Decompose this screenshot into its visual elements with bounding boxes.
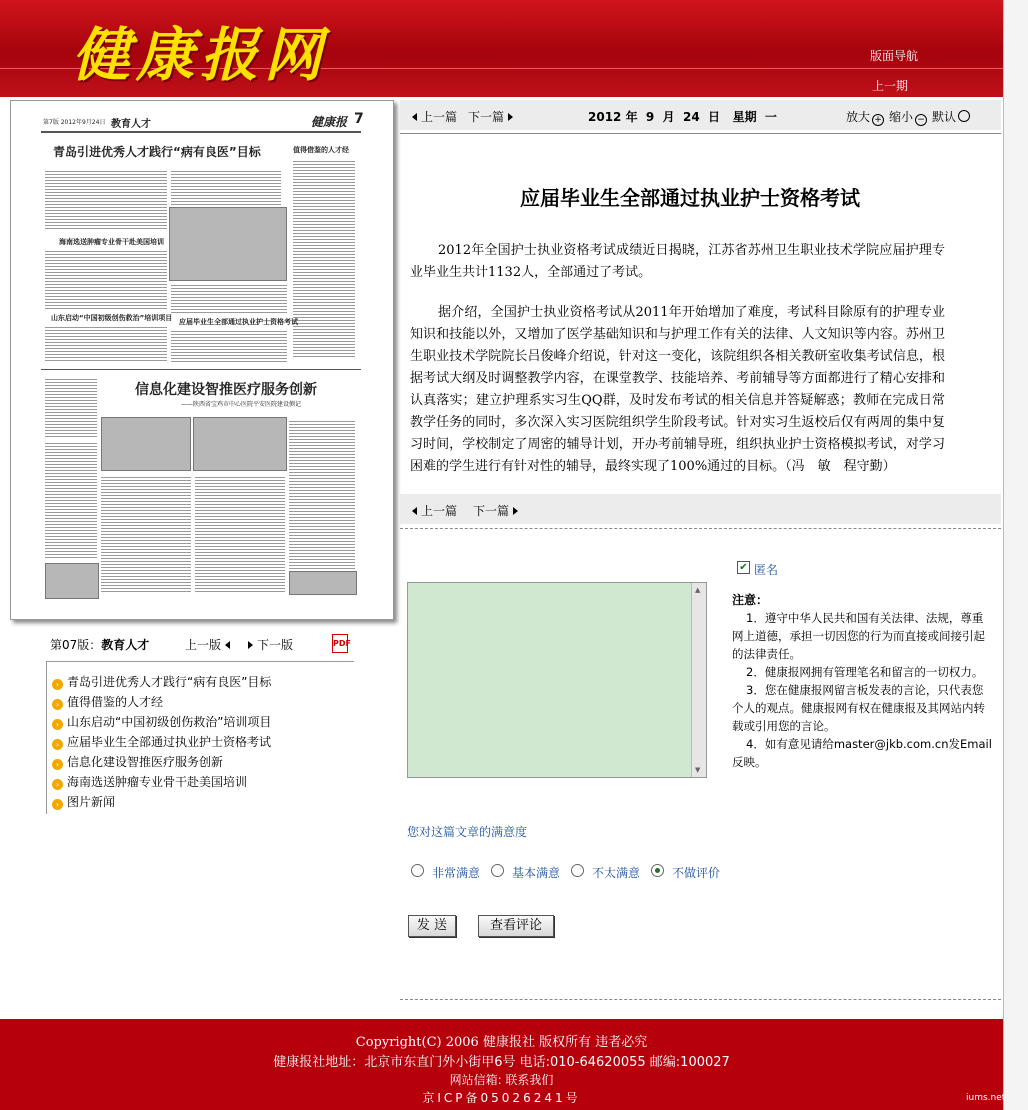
paper-photo <box>169 207 287 281</box>
paper-text-block <box>293 159 355 359</box>
window-scrollbar[interactable] <box>1003 0 1028 1110</box>
radio-label: 非常满意 <box>432 866 481 880</box>
article-link-label: 山东启动“中国初级创伤救治”培训项目 <box>67 715 272 729</box>
triangle-right-icon <box>513 507 518 515</box>
footer-copyright: Copyright(C) 2006 健康报社 版权所有 违者必究 <box>355 1035 648 1050</box>
previous-article-label: 上一篇 <box>421 110 458 124</box>
triangle-left-icon <box>225 641 230 649</box>
previous-article-link[interactable] <box>412 108 457 125</box>
anonymous-label: 匿名 <box>754 563 779 577</box>
triangle-right-icon <box>508 113 513 121</box>
paper-subhead-3: 应届毕业生全部通过执业护士资格考试 <box>179 318 298 326</box>
article-list-item[interactable] <box>52 693 163 710</box>
newspaper-page-image[interactable] <box>10 100 394 620</box>
paper-rule <box>41 131 361 133</box>
next-page-label: 下一版 <box>257 638 294 652</box>
page-info <box>50 636 149 653</box>
article-link-label: 图片新闻 <box>67 795 116 809</box>
send-button[interactable]: 发 送 <box>408 915 456 937</box>
paper-headline-2: 信息化建设智推医疗服务创新 <box>135 382 317 398</box>
comment-textarea[interactable] <box>407 582 707 778</box>
article-paragraph: 2012年全国护士执业资格考试成绩近日揭晓，江苏省苏州卫生职业技术学院应届护理专业毕业生共计1132人，全部通过了考试。 <box>410 243 945 280</box>
site-logo[interactable]: 健康报网 <box>72 21 329 89</box>
notice-item: 4．如有意见请给master@jkb.com.cn发Email反映。 <box>732 737 992 769</box>
triangle-right-icon <box>248 641 253 649</box>
paper-text-block <box>171 169 281 205</box>
article-list-item[interactable] <box>52 733 271 750</box>
paper-text-block <box>195 475 285 593</box>
anonymous-checkbox[interactable]: ✔ <box>737 561 750 574</box>
paper-headline-1: 青岛引进优秀人才践行“病有良医”目标 <box>53 145 261 159</box>
view-comments-button[interactable]: 查看评论 <box>478 915 554 937</box>
footer-icp: 京ICP备05026241号 <box>422 1091 581 1105</box>
paper-subhead-2: 山东启动“中国初级创伤救治”培训项目 <box>51 314 173 322</box>
arrow-bullet-icon: › <box>52 759 63 770</box>
paper-text-block <box>101 475 191 593</box>
textarea-scrollbar[interactable] <box>691 583 706 777</box>
paper-advert <box>289 571 357 595</box>
paper-text-block <box>171 329 287 363</box>
toolbar-divider <box>400 133 1001 134</box>
notice-item: 1．遵守中华人民共和国有关法律、法规，尊重网上道德，承担一切因您的行为而直接或间接引起的法律责任。 <box>732 611 985 661</box>
zoom-default-button[interactable] <box>932 108 972 125</box>
radio-label: 不太满意 <box>592 866 641 880</box>
article-link-label: 值得借鉴的人才经 <box>67 695 164 709</box>
article-list-item[interactable] <box>52 753 223 770</box>
paper-section: 教育人才 <box>111 119 151 130</box>
paper-text-block <box>45 441 97 559</box>
paper-masthead: 健康报 <box>311 115 348 129</box>
paper-page-number: 7 <box>354 111 364 127</box>
plus-icon: + <box>872 114 884 126</box>
scroll-up-icon[interactable]: ▲ <box>695 586 701 594</box>
triangle-left-icon <box>412 507 417 515</box>
previous-page-link[interactable] <box>185 636 234 653</box>
arrow-bullet-icon: › <box>52 699 63 710</box>
notice-item: 2．健康报网拥有管理笔名和留言的一切权力。 <box>746 665 984 679</box>
article-link-label: 青岛引进优秀人才践行“病有良医”目标 <box>67 675 272 689</box>
previous-issue-link[interactable]: 上一期 <box>872 79 909 93</box>
next-article-label: 下一篇 <box>473 504 510 518</box>
footer-contact-link[interactable]: 网站信箱: 联系我们 <box>449 1073 554 1087</box>
previous-article-label: 上一篇 <box>421 504 458 518</box>
arrow-bullet-icon: › <box>52 679 63 690</box>
radio-no-rating[interactable] <box>651 864 664 877</box>
previous-page-label: 上一版 <box>185 638 222 652</box>
paper-text-block <box>45 169 167 231</box>
arrow-bullet-icon: › <box>52 779 63 790</box>
radio-very-satisfied[interactable] <box>411 864 424 877</box>
next-page-link[interactable] <box>248 636 293 653</box>
article-paragraph: 据介绍，全国护士执业资格考试从2011年开始增加了难度，考试科目除原有的护理专业知识和技能以外，又增加了医学基础知识和与护理工作有关的法律、人文知识等内容。苏州卫生职业技术学院院长吕俊峰介绍说，针对这一变化，该院组织各相关教研室收集考试信息，根据考试大纲及时调整教学内容，在课堂教学、技能培养、考前辅导等方面都进行了精心安排和认真落实；建立护理系实习生QQ群，及时发布考试的相关信息并答疑解惑；教师在完成日常教学任务的同时，多次深入实习医院组织学生阶段考试。针对实习生返校后仅有两周的集中复习时间，学校制定了周密的辅导计划，开办考前辅导班，组织执业护士资格模拟考试，对学习困难的学生进行有针对性的辅导，最终实现了100%通过的目标。（冯 敏 程守勤） <box>410 305 945 474</box>
paper-text-block <box>45 249 167 309</box>
footer-address: 健康报社地址：北京市东直门外小街甲6号 电话:010-64620055 邮编:100027 <box>273 1055 730 1070</box>
page-info-prefix: 第07版： <box>50 638 102 652</box>
radio-label: 不做评价 <box>672 866 721 880</box>
next-article-link[interactable] <box>473 502 518 519</box>
article-list-item[interactable] <box>52 673 271 690</box>
paper-subhead-4: 值得借鉴的人才经 <box>293 146 349 154</box>
section-divider <box>400 528 1001 529</box>
paper-headline-2-subtitle: ——陕西省宝鸡市中心医院平安医院建设侧记 <box>181 401 302 408</box>
previous-article-link[interactable] <box>412 502 457 519</box>
article-title: 应届毕业生全部通过执业护士资格考试 <box>520 186 860 210</box>
scroll-down-icon[interactable]: ▼ <box>695 766 701 774</box>
radio-not-satisfied[interactable] <box>571 864 584 877</box>
arrow-bullet-icon: › <box>52 719 63 730</box>
article-link-label: 应届毕业生全部通过执业护士资格考试 <box>67 735 272 749</box>
radio-basically-satisfied[interactable] <box>491 864 504 877</box>
issue-date: 2012 年 9 月 24 日 星期 一 <box>588 110 777 124</box>
article-link-label: 海南选送肿瘤专业骨干赴美国培训 <box>67 775 248 789</box>
paper-photo <box>101 417 191 471</box>
article-link-label: 信息化建设智推医疗服务创新 <box>67 755 224 769</box>
article-list-item[interactable] <box>52 793 115 810</box>
paper-subhead-1: 海南选送肿瘤专业骨干赴美国培训 <box>59 238 164 246</box>
satisfaction-label: 您对这篇文章的满意度 <box>407 825 528 839</box>
article-list-item[interactable] <box>52 773 247 790</box>
zoom-out-label: 缩小 <box>889 110 914 124</box>
arrow-bullet-icon: › <box>52 799 63 810</box>
zoom-in-label: 放大 <box>846 110 871 124</box>
notice-item: 3．您在健康报网留言板发表的言论，只代表您个人的观点。健康报网有权在健康报及其网站内转载或引用您的言论。 <box>732 683 985 733</box>
triangle-left-icon <box>412 113 417 121</box>
paper-photo <box>45 563 99 599</box>
page-section-name: 教育人才 <box>101 638 150 652</box>
paper-text-block <box>289 419 355 589</box>
paper-rule <box>41 369 361 370</box>
radio-label: 基本满意 <box>512 866 561 880</box>
pdf-icon[interactable]: PDF <box>332 634 348 653</box>
next-article-label: 下一篇 <box>468 110 505 124</box>
site-footer <box>0 1019 1006 1110</box>
section-divider <box>400 999 1001 1000</box>
circle-icon <box>958 110 970 122</box>
paper-text-block <box>45 377 97 437</box>
zoom-in-button[interactable] <box>846 108 886 126</box>
paper-text-block <box>45 325 167 363</box>
paper-dateline: 第7版 2012年9月24日 <box>43 119 106 126</box>
notice-title: 注意： <box>732 593 769 607</box>
watermark-text: iums.net <box>966 1093 1006 1103</box>
next-article-link[interactable] <box>468 108 513 125</box>
article-list-border <box>46 661 47 814</box>
arrow-bullet-icon: › <box>52 739 63 750</box>
zoom-default-label: 默认 <box>932 110 957 124</box>
article-list-divider <box>46 661 354 662</box>
zoom-out-button[interactable] <box>889 108 929 126</box>
paper-text-block <box>171 283 287 313</box>
paper-photo <box>193 417 287 471</box>
page-navigation-link[interactable]: 版面导航 <box>870 49 919 63</box>
minus-icon: − <box>915 114 927 126</box>
article-list-item[interactable] <box>52 713 271 730</box>
